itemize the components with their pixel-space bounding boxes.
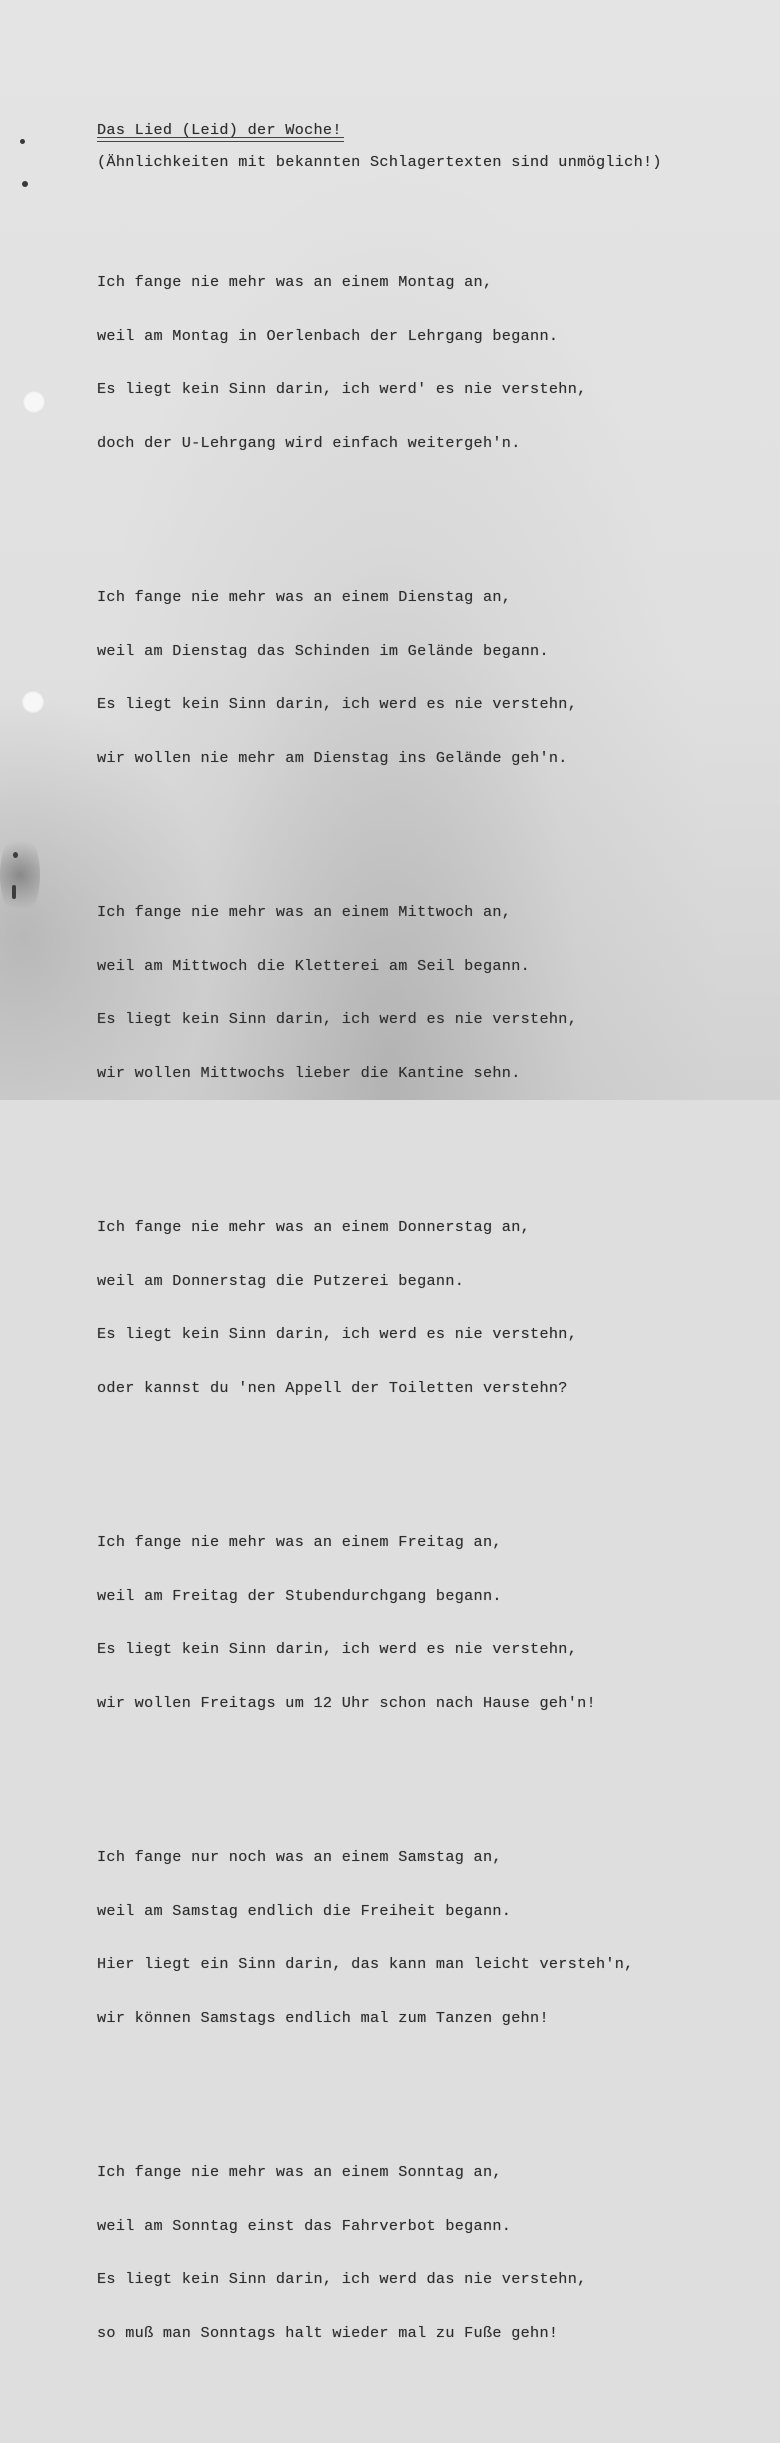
stanza-sonntag	[97, 2128, 697, 2378]
verse-line: Hier liegt ein Sinn darin, das kann man leicht versteh'n,	[97, 1955, 634, 1973]
stanza-mittwoch	[97, 868, 697, 1118]
verse-line: wir wollen Freitags um 12 Uhr schon nach Hause geh'n!	[97, 1693, 596, 1712]
verse-line: Ich fange nie mehr was an einem Freitag an,	[97, 1533, 502, 1551]
stanza-freitag	[97, 1498, 697, 1748]
verse-line: Ich fange nie mehr was an einem Mittwoch an,	[97, 903, 512, 921]
verse-line: oder kannst du 'nen Appell der Toiletten verstehn?	[97, 1378, 568, 1397]
title-underline	[97, 137, 344, 142]
verse-line: weil am Mittwoch die Kletterei am Seil begann.	[97, 956, 531, 975]
verse-line: so muß man Sonntags halt wieder mal zu Fuße gehn!	[97, 2323, 559, 2342]
verse-line: Ich fange nie mehr was an einem Donnerstag an,	[97, 1218, 531, 1236]
verse-line: Es liegt kein Sinn darin, ich werd es nie verstehn,	[97, 1640, 578, 1658]
ink-spot	[22, 181, 28, 187]
verse-line: Es liegt kein Sinn darin, ich werd es nie verstehn,	[97, 695, 578, 713]
verse-line: weil am Sonntag einst das Fahrverbot begann.	[97, 2216, 512, 2235]
verse-line: Ich fange nie mehr was an einem Montag an,	[97, 273, 493, 291]
verse-line: doch der U-Lehrgang wird einfach weitergeh'n.	[97, 433, 521, 452]
punch-hole-top	[23, 391, 45, 413]
stanza-donnerstag	[97, 1183, 697, 1433]
verse-line: Es liegt kein Sinn darin, ich werd' es nie verstehn,	[97, 380, 587, 398]
stanza-samstag	[97, 1813, 697, 2063]
ink-spot	[20, 139, 25, 144]
page-subtitle: (Ähnlichkeiten mit bekannten Schlagertexten sind unmöglich!)	[97, 153, 662, 171]
verse-line: wir wollen nie mehr am Dienstag ins Gelände geh'n.	[97, 748, 568, 767]
verse-line: wir können Samstags endlich mal zum Tanzen gehn!	[97, 2008, 549, 2027]
verse-line: Es liegt kein Sinn darin, ich werd es nie verstehn,	[97, 1010, 578, 1028]
verse-line: Es liegt kein Sinn darin, ich werd das nie verstehn,	[97, 2270, 587, 2288]
verse-line: Ich fange nie mehr was an einem Dienstag an,	[97, 588, 512, 606]
page-title: Das Lied (Leid) der Woche!	[97, 121, 342, 139]
verse-line: Ich fange nur noch was an einem Samstag an,	[97, 1848, 502, 1866]
smudge	[0, 830, 40, 920]
verse-line: weil am Samstag endlich die Freiheit begann.	[97, 1901, 512, 1920]
verse-line: Ich fange nie mehr was an einem Sonntag an,	[97, 2163, 502, 2181]
stanza-montag	[97, 238, 697, 488]
verse-line: weil am Freitag der Stubendurchgang begann.	[97, 1586, 502, 1605]
punch-hole-bottom	[22, 691, 44, 713]
song-text	[97, 202, 697, 2443]
verse-line: Es liegt kein Sinn darin, ich werd es nie verstehn,	[97, 1325, 578, 1343]
verse-line: weil am Dienstag das Schinden im Gelände begann.	[97, 641, 549, 660]
verse-line: weil am Montag in Oerlenbach der Lehrgang begann.	[97, 326, 559, 345]
verse-line: wir wollen Mittwochs lieber die Kantine sehn.	[97, 1063, 521, 1082]
stanza-dienstag	[97, 553, 697, 803]
verse-line: weil am Donnerstag die Putzerei begann.	[97, 1271, 465, 1290]
